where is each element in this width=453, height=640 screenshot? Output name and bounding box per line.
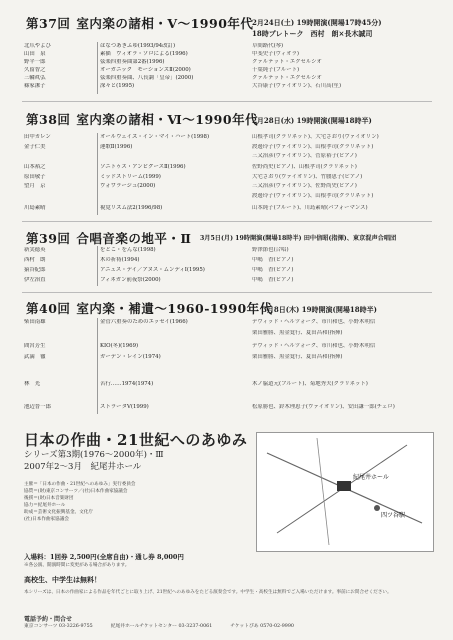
composer: 川島素晴: [24, 205, 46, 211]
performer: 佐野尚史(ピアノ)、山根孝司(クラリネット): [252, 164, 357, 170]
series-subtitle: シリーズ第3期(1976～2000年)・Ⅲ: [24, 450, 164, 460]
work: をとこ・をんな(1998): [100, 247, 156, 253]
section-divider: [22, 101, 432, 102]
work: ミッドストリーム(1999): [100, 174, 161, 180]
price-note: ※各公演、開演時間に変更がある場合があります。: [24, 563, 130, 568]
composer: 篠家潔子: [24, 83, 46, 89]
series-title: 日本の作曲・21世紀へのあゆみ: [24, 431, 248, 449]
map-graphic: [257, 433, 433, 551]
student-free: 高校生、中学生は無料！: [24, 575, 101, 584]
concert-40-title: 室内楽・補遺～1960-1990年代: [76, 301, 273, 316]
contact-item: 東京コンサーツ 03-3226-9755: [24, 624, 93, 629]
work: 素描 ヴィオラ・ソロによる(1996): [100, 51, 188, 57]
work: 視覚リズム法2(1996/98): [100, 205, 163, 211]
work: ヴォワラージュ(2000): [100, 183, 156, 189]
map-road: [317, 438, 329, 545]
performer: 大宅さおり(ヴァイオリン)、竹腰恵子(ピアノ): [252, 174, 363, 180]
composer: 武満 徹: [24, 354, 46, 360]
performer: デヴィッド・ヘルツォーク、市川和也、小野木明信: [252, 319, 376, 325]
work: 金管六重奏のためのエッセイ(1966): [100, 319, 188, 325]
work: KIO(冬)(1969): [100, 343, 139, 349]
price: 入場料：1回券 2,500円(全席自由)・通し券 8,000円: [24, 553, 184, 561]
concert-40-number: 第40回: [26, 301, 71, 316]
concert-39-heading: [26, 229, 191, 245]
credit-line: (社)日本作曲家協議会: [24, 517, 69, 522]
work: 深々と(1995): [100, 83, 135, 89]
contact-item: 紀尾井ホールチケットセンター 03-3237-0061: [110, 624, 213, 629]
venue-map: [256, 432, 434, 552]
concert-40-date: 3月8日(木) 19時開演(開場18時半): [262, 305, 377, 314]
divider: [97, 318, 98, 414]
performer: 木ノ脇道元(フルート)、菊地秀夫(クラリネット): [252, 381, 368, 387]
work: アニュス・デイ／アヌス・ムンディⅠ(1995): [100, 267, 205, 273]
notice-text: 本シリーズは、日本の作曲家による作品を年代ごとに取り上げ、21世紀へのあゆみをたどる演奏会です。中学生・高校生は無料でご入場いただけます。事前にお問合せください。: [24, 590, 392, 595]
performer: 三又治彦(ヴァイオリン)、菅原裕子(ピアノ): [252, 153, 357, 159]
performer: デヴィッド・ヘルツォーク、市川和也、小野木明信: [252, 343, 376, 349]
composer: 猿谷紀郎: [24, 267, 46, 273]
section-divider: [22, 221, 432, 222]
credit-line: 助成＝芸術文化振興基金、文化庁: [24, 510, 93, 515]
concert-37-number: 第37回: [26, 16, 71, 31]
performer: 栗田雅勝、黒金寛行、夏田昌和(指揮): [252, 354, 343, 360]
performer: 渡邊玲子(ヴァイオリン)、山根孝司(クラリネット): [252, 144, 374, 150]
concert-39-title: 合唱音楽の地平・Ⅱ: [76, 231, 192, 246]
credit-line: 後援＝(財)日本音楽財団: [24, 496, 74, 501]
divider: [97, 133, 98, 215]
divider: [97, 42, 98, 94]
concert-38-number: 第38回: [26, 112, 71, 127]
divider: [97, 246, 98, 286]
performer: 山根孝司(クラリネット)、大宅さおり(ヴァイオリン): [252, 134, 379, 140]
performer: 草間路代(琴): [252, 43, 284, 49]
work: 木の祈祷(1994): [100, 257, 140, 263]
performer: 大谷康子(ヴァイオリン)、石川高(笙): [252, 83, 342, 89]
concert-38-title: 室内楽の諸相・Ⅵ～1990年代: [76, 112, 259, 127]
contact-footer: [24, 616, 434, 630]
concert-38-date: 2月28日(水) 19時開演(開場18時半): [252, 116, 372, 125]
performer: 山本純子(フルート)、川島素晴(パフォーマンス): [252, 205, 368, 211]
performer: クァルテット・エクセルシオ: [252, 59, 322, 65]
performer: 松原勝也、鈴木理恵子(ヴァイオリン)、安田謙一郎(チェロ): [252, 404, 395, 410]
performer: 中嶋 香(ピアノ): [252, 267, 294, 273]
composer: 望月 京: [24, 183, 46, 189]
composer: 北爪やよひ: [24, 43, 51, 49]
composer: 池辺晋一郎: [24, 404, 51, 410]
work: オールウェイズ・イン・マイ・ハート(1998): [100, 134, 210, 140]
work: ソニトゥス・アンビグースⅡ(1996): [100, 164, 186, 170]
map-hall-label: 紀尾井ホール: [353, 475, 389, 481]
work: フィネガン前夜祭(2000): [100, 277, 161, 283]
work: ストラータⅤ(1999): [100, 404, 149, 410]
work: はなつあきふゆ(1993/94改訂): [100, 43, 176, 49]
credit-line: 協力＝紀尾井ホール: [24, 503, 66, 508]
concert-37-date: 2月24日(土) 19時開演(開場17時45分): [252, 18, 382, 27]
composer: 間宮芳生: [24, 343, 46, 349]
work: ガーデン・レイン(1974): [100, 354, 161, 360]
hall-marker: [337, 481, 351, 491]
performer: 中嶋 香(ピアノ): [252, 277, 294, 283]
concert-38-heading: [26, 110, 258, 126]
station-marker: [374, 505, 380, 511]
series-dates-venue: 2007年2～3月 紀尾井ホール: [24, 462, 142, 472]
concert-37-pretalk: 18時プレトーク 西村 朗×長木誠司: [252, 29, 373, 38]
composer: 久留智之: [24, 67, 46, 73]
work: 苦行……1974(1974): [100, 381, 154, 387]
credit-line: 主催＝「日本の作曲・21世紀へのあゆみ」実行委員会: [24, 482, 136, 487]
composer: 山本裕之: [24, 164, 46, 170]
work: 弦楽四重奏曲第2番(1996): [100, 59, 165, 65]
concert-40-heading: [26, 299, 273, 315]
concert-39-number: 第39回: [26, 231, 71, 246]
concert-39-date: 3月5日(月) 19時開演(開場18時半) 田中信昭(指揮)、東京混声合唱団: [200, 235, 397, 242]
composer: 金子仁美: [24, 144, 46, 150]
work: 運歌Ⅱ(1996): [100, 144, 133, 150]
performer: 三又治彦(ヴァイオリン)、佐野尚史(ピアノ): [252, 183, 357, 189]
composer: 田中カレン: [24, 134, 51, 140]
performer: 野澤節也(合唱): [252, 247, 289, 253]
composer: 山田 泉: [24, 51, 46, 57]
map-station-label: 四ツ谷駅: [381, 513, 406, 519]
composer: 原田敬子: [24, 174, 46, 180]
section-divider: [22, 292, 432, 293]
composer: 伊左治直: [24, 277, 46, 283]
work: オーガニック モーションズⅡ(2000): [100, 67, 191, 73]
composer: 柴田南雄: [24, 319, 46, 325]
composer: 林 光: [24, 381, 41, 387]
contact-label: 電話予約・問合せ: [24, 616, 73, 623]
performer: クァルテット・エクセルシオ: [252, 75, 322, 81]
credit-line: 協賛＝(財)東京コンサーツ／(社)日本作曲家協議会: [24, 489, 128, 494]
performer: 甲斐史子(ヴィオラ): [252, 51, 300, 57]
work: 弦楽四重奏曲、八長調「皇帝」(2000): [100, 75, 194, 81]
contact-list: [24, 623, 434, 630]
performer: 千葉純子(フルート): [252, 67, 300, 73]
performer: 栗田雅勝、黒金寛行、夏田昌和(指揮): [252, 330, 343, 336]
composer: 三輪眞弘: [24, 75, 46, 81]
contact-item: チケットぴあ 0570-02-9990: [230, 624, 294, 629]
performer: 渡邊玲子(ヴァイオリン)、山根孝司(クラリネット): [252, 193, 374, 199]
composer: 新実徳英: [24, 247, 46, 253]
composer: 野平一郎: [24, 59, 46, 65]
concert-37-title: 室内楽の諸相・Ⅴ～1990年代: [76, 16, 254, 31]
concert-37-heading: [26, 14, 253, 30]
composer: 西村 朗: [24, 257, 46, 263]
performer: 中嶋 香(ピアノ): [252, 257, 294, 263]
